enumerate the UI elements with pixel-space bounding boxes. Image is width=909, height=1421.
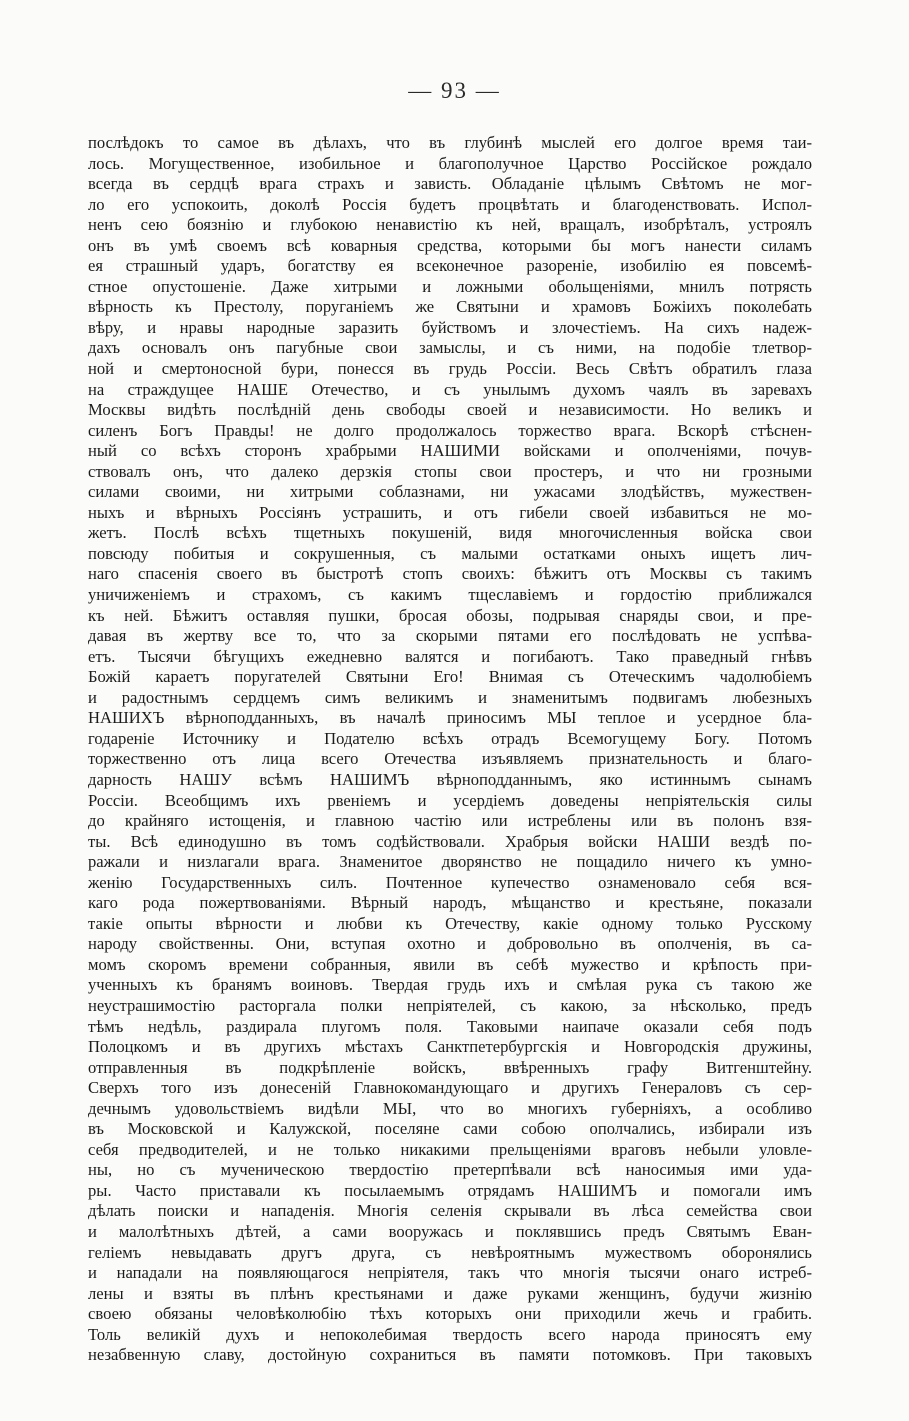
text-line: ныхъ и вѣрныхъ Россіянъ устрашить, и отъ гибели своей избавиться не мо- xyxy=(88,502,812,522)
text-line: незабвенную славу, достойную сохраниться въ памяти потомковъ. При таковыхъ xyxy=(88,1345,812,1365)
text-line: Сверхъ того изъ донесеній Главнокомандующаго и другихъ Генераловъ съ сер- xyxy=(88,1078,812,1098)
text-line: на страждущее НАШЕ Отечество, и съ унылымъ духомъ чаялъ въ заревахъ xyxy=(88,379,812,399)
text-line: дахъ основалъ онъ пагубные свои замыслы, и съ ними, на подобіе тлетвор- xyxy=(88,338,812,358)
text-line: себя предводителей, и не только никакими прельщеніями враговъ небыли уловле- xyxy=(88,1139,812,1159)
text-line: вѣру, и нравы народные заразить буйствомъ и злочестіемъ. На сихъ надеж- xyxy=(88,317,812,337)
text-line: уничиженіемъ и страхомъ, съ какимъ тщеславіемъ и гордостію приближался xyxy=(88,585,812,605)
text-line: наго спасенія своего въ быстротѣ стопъ своихъ: бѣжитъ отъ Москвы съ такимъ xyxy=(88,564,812,584)
text-line: тѣмъ недѣль, раздирала плугомъ поля. Таковыми наипаче оказали себя подъ xyxy=(88,1016,812,1036)
text-line: всегда въ сердцѣ врага страхъ и зависть. Обладаніе цѣлымъ Свѣтомъ не мог- xyxy=(88,174,812,194)
text-line: ло его успокоить, доколѣ Россія будетъ процвѣтать и благоденствовать. Испол- xyxy=(88,194,812,214)
text-line: лось. Могущественное, изобильное и благополучное Царство Россійское рождало xyxy=(88,153,812,173)
text-line: и радостнымъ сердцемъ симъ великимъ и знаменитымъ подвигамъ любезныхъ xyxy=(88,687,812,707)
text-line: отправленныя въ подкрѣпленіе войскъ, ввѣренныхъ графу Витгенштейну. xyxy=(88,1057,812,1077)
text-line: ненъ сею боязнію и глубокою ненавистію къ ней, вращалъ, изобрѣталъ, устроялъ xyxy=(88,215,812,235)
text-line: Толь великій духъ и непоколебимая твердость всего народа приносятъ ему xyxy=(88,1324,812,1344)
text-line: онъ въ умѣ своемъ всѣ коварныя средства, которыми бы могъ нанести силамъ xyxy=(88,235,812,255)
text-line: каго рода пожертвованіями. Вѣрный народъ, мѣщанство и крестьяне, показали xyxy=(88,893,812,913)
text-line: етъ. Тысячи бѣгущихъ ежедневно валятся и погибаютъ. Тако праведный гнѣвъ xyxy=(88,646,812,666)
page-number: — 93 — xyxy=(408,78,501,103)
text-line: ствовалъ онъ, что далеко дерзкія стопы свои простеръ, и что ни грозными xyxy=(88,461,812,481)
text-line: такіе опыты вѣрности и любви къ Отечеству, какіе одному только Русскому xyxy=(88,913,812,933)
text-line: своею обязаны человѣколюбію тѣхъ которыхъ они приходили жечь и грабить. xyxy=(88,1304,812,1324)
text-line: ной и смертоносной бури, понесся въ грудь Россіи. Весь Свѣтъ обратилъ глаза xyxy=(88,359,812,379)
text-line: ея страшный ударъ, богатству ея всеконечное разореніе, изобилію ея повсемѣ- xyxy=(88,256,812,276)
text-line: дарность НАШУ всѣмъ НАШИМЪ вѣрноподданнымъ, яко истиннымъ сынамъ xyxy=(88,769,812,789)
text-line: ный со всѣхъ сторонъ храбрыми НАШИМИ войсками и ополченіями, почув- xyxy=(88,441,812,461)
text-line: давая въ жертву все то, что за скорыми пятами его послѣдовать не успѣва- xyxy=(88,626,812,646)
text-line: къ ней. Бѣжитъ оставляя пушки, бросая обозы, подрывая снаряды свои, и пре- xyxy=(88,605,812,625)
text-line: до крайняго истощенія, и главною частію или истреблены или въ полонъ взя- xyxy=(88,811,812,831)
text-line: НАШИХЪ вѣрноподданныхъ, въ началѣ приносимъ МЫ теплое и усердное бла- xyxy=(88,708,812,728)
text-line: силенъ Богъ Правды! не долго продолжалось торжество врага. Вскорѣ стѣснен- xyxy=(88,420,812,440)
text-line: ты. Всѣ единодушно въ томъ содѣйствовали. Храбрыя войски НАШИ вездѣ по- xyxy=(88,831,812,851)
text-line: неустрашимостію расторгала полки непріятелей, съ какою, за нѣсколько, предъ xyxy=(88,995,812,1015)
text-line: и малолѣтныхъ дѣтей, а сами вооружась и поклявшись предъ Святымъ Еван- xyxy=(88,1221,812,1241)
text-line: женію Государственныхъ силъ. Почтенное купечество ознаменовало себя вся- xyxy=(88,872,812,892)
text-line: повсюду побитыя и сокрушенныя, съ малыми остатками оныхъ ищетъ лич- xyxy=(88,543,812,563)
text-line: торжественно отъ лица всего Отечества изъявляемъ признательность и благо- xyxy=(88,749,812,769)
text-line: Полоцкомъ и въ другихъ мѣстахъ Санктпетербургскія и Новгородскія дружины, xyxy=(88,1037,812,1057)
text-line: лены и взяты въ плѣнъ крестьянами и даже руками женщинъ, будучи жизнію xyxy=(88,1283,812,1303)
text-line: Москвы видѣть послѣдній день свободы своей и независимости. Но великъ и xyxy=(88,400,812,420)
text-line: Россіи. Всеобщимъ ихъ рвеніемъ и усердіемъ доведены непріятельскія силы xyxy=(88,790,812,810)
text-line: дѣлать поиски и нападенія. Многія селенія скрывали въ лѣса семейства свои xyxy=(88,1201,812,1221)
text-line: стное опустошеніе. Даже хитрыми и ложными обольщеніями, мнилъ потрясть xyxy=(88,276,812,296)
text-line: силами своими, ни хитрыми соблазнами, ни ужасами злодѣйствъ, мужествен- xyxy=(88,482,812,502)
text-line: Божій караетъ поругателей Святыни Его! Внимая съ Отеческимъ чадолюбіемъ xyxy=(88,667,812,687)
text-line: послѣдокъ то самое въ дѣлахъ, что въ глубинѣ мыслей его долгое время таи- xyxy=(88,133,812,152)
text-line: ражали и низлагали врага. Знаменитое дворянство не пощадило ничего къ умно- xyxy=(88,852,812,872)
text-line: геліемъ невыдавать другъ друга, съ невѣроятнымъ мужествомъ оборонялись xyxy=(88,1242,812,1262)
text-line: ученныхъ къ бранямъ воиновъ. Твердая грудь ихъ и смѣлая рука съ такою же xyxy=(88,975,812,995)
body-text xyxy=(88,133,812,1366)
text-line: въ Московской и Калужской, поселяне сами собою ополчались, избирали изъ xyxy=(88,1119,812,1139)
text-line: годареніе Источнику и Подателю всѣхъ отрадъ Всемогущему Богу. Потомъ xyxy=(88,728,812,748)
text-line: вѣрность къ Престолу, поруганіемъ же Святыни и храмовъ Божіихъ поколебать xyxy=(88,297,812,317)
text-line: дечнымъ удовольствіемъ видѣли МЫ, что во многихъ губерніяхъ, а особливо xyxy=(88,1098,812,1118)
text-line: ры. Часто приставали къ посылаемымъ отрядамъ НАШИМЪ и помогали имъ xyxy=(88,1180,812,1200)
text-line: ны, но съ мученическою твердостію претерпѣвали всѣ наносимыя ими уда- xyxy=(88,1160,812,1180)
text-line: и нападали на появляющагося непріятеля, такъ что многія тысячи онаго истреб- xyxy=(88,1263,812,1283)
text-line: жетъ. Послѣ всѣхъ тщетныхъ покушеній, видя многочисленныя войска свои xyxy=(88,523,812,543)
text-line: момъ скоромъ времени собранныя, явили въ себѣ мужество и крѣпость при- xyxy=(88,954,812,974)
text-line: народу свойственны. Они, вступая охотно и добровольно въ ополченія, въ са- xyxy=(88,934,812,954)
